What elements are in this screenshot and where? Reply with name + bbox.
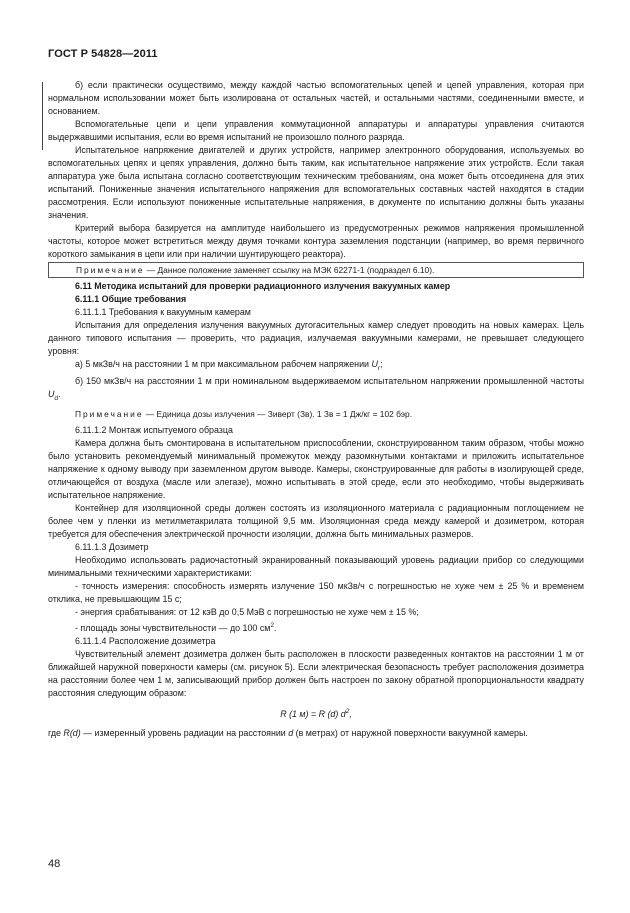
note-box [48, 262, 584, 278]
subsection-title: 6.11.1.2 Монтаж испытуемого образца [75, 424, 233, 435]
list-item: б) 150 мкЗв/ч на расстоянии 1 м при номинальном выдерживаемом испытательном напряжении промышленной частоты $U_d$. [48, 375, 584, 402]
revision-margin-line [42, 82, 43, 150]
paragraph: Контейнер для изоляционной среды должен состоять из изоляционного материала с радиационным поглощением не более чем у пленки из метилметакрилата толщиной 9,5 мм. Изоляционная среда между камерой и дозиметром, которая требуется для обеспечения электрической прочности изоляции, должна быть минимальных размеров. [48, 502, 584, 539]
paragraph: Испытательное напряжение двигателей и других устройств, например электронного оборудования, используемых во вспомогательных цепях и цепях управления, должно быть таким, как испытательное напряжение этих устройств. Если такая аппаратура уже была испытана согласно соответствующим техническим требованиям, она может быть отсоединена для этих испытаний. Пониженные значения испытательного напряжения для вспомогательных составных частей находятся в стадии рассмотрения. Если используют пониженные испытательные напряжения, в документе по испытанию должны быть указаны значения. [48, 145, 584, 220]
subsection-title: 6.11.1.4 Расположение дозиметра [75, 635, 216, 646]
paragraph: Испытания для определения излучения вакуумных дугогасительных камер следует проводить на новых камерах. Цель данного типового испытания — проверить, что радиация, излучаемая вакуумными камерами, не превышает следующего уровня: [48, 320, 584, 356]
paragraph: где R(d) — измеренный уровень радиации на расстоянии d (в метрах) от наружной поверхности вакуумной камеры. [48, 727, 528, 738]
page-body [48, 79, 584, 740]
paragraph: б) если практически осуществимо, между каждой частью вспомогательных цепей и цепей управления, которая при нормальном использовании может быть изолирована от остальных частей, и остальными частями, соединенными вместе, и основанием. [48, 80, 584, 116]
paragraph: Камера должна быть смонтирована в испытательном приспособлении, сконструированном таким образом, чтобы можно было установить рекомендуемый минимальный промежуток между разомкнутыми контактами и приложить испытательное напряжение к одному выводу при заземленном другом выводе. Камеры, сконструированные для работы в изолирующей среде, отличающейся от воздуха (масле или элегазе), можно испытывать в этой среде, если это необходимо, чтобы выдерживать испытательное напряжение. [48, 437, 584, 500]
section-heading: 6.11 Методика испытаний для проверки радиационного излучения вакуумных камер [75, 281, 451, 291]
page-number: 48 [48, 858, 61, 870]
list-item: - точность измерения: способность измерять излучение 150 мкЗв/ч с погрешностью не хуже чем ± 25 % и временем отклика, не превышающим 15 с; [48, 580, 584, 604]
formula: R (1 м) = R (d) $d^2$, [280, 707, 352, 719]
paragraph: Необходимо использовать радиочастотный экранированный показывающий уровень радиации прибор со следующими минимальными техническими характеристиками: [48, 554, 584, 578]
note-text: — Единица дозы излучения — Зиверт (Зв). 1 Зв = 1 Дж/кг = 102 бэр. [143, 408, 413, 419]
paragraph: Чувствительный элемент дозиметра должен быть расположен в плоскости разведенных контактов на расстоянии 1 м от ближайшей наружной поверхности камеры (см. рисунок 5). Если электрическая безопасность требует расположения дозиметра на расстоянии более чем 1 м, записывающий прибор должен быть настроен по закону обратной пропорциональности квадрату расстояния следующим образом: [48, 648, 584, 698]
list-item: а) 5 мкЗв/ч на расстоянии 1 м при максимальном рабочем напряжении $U_r$; [75, 359, 383, 372]
paragraph: Критерий выбора базируется на амплитуде наибольшего из предусмотренных режимов напряжения промышленной частоты, которое может встретиться между двумя точками контура заземления подстанции (например, во время первичного короткого замыкания в цепи или при наличии шунтирующего реактора). [48, 223, 584, 259]
note-text: — Данное положение заменяет ссылку на МЭК 62271-1 (подраздел 6.10). [144, 265, 435, 275]
paragraph: Вспомогательные цепи и цепи управления коммутационной аппаратуры и аппаратуры управления считаются выдержавшими испытания, если во время испытаний не произошло полного разряда. [48, 119, 584, 142]
subsection-title: 6.11.1.3 Дозиметр [75, 541, 149, 552]
document-header: ГОСТ Р 54828—2011 [48, 48, 158, 60]
note [48, 408, 584, 421]
note-label: Примечание [75, 408, 144, 419]
list-item: - площадь зоны чувствительности — до 100 $см^2$. [75, 621, 277, 633]
note-label: Примечание [76, 265, 145, 275]
section-heading: 6.11.1 Общие требования [75, 294, 187, 304]
subsection-title: 6.11.1.1 Требования к вакуумным камерам [75, 307, 251, 317]
list-item: - энергия срабатывания: от 12 кэВ до 0,5 МэВ с погрешностью не хуже чем ± 15 %; [75, 606, 419, 617]
